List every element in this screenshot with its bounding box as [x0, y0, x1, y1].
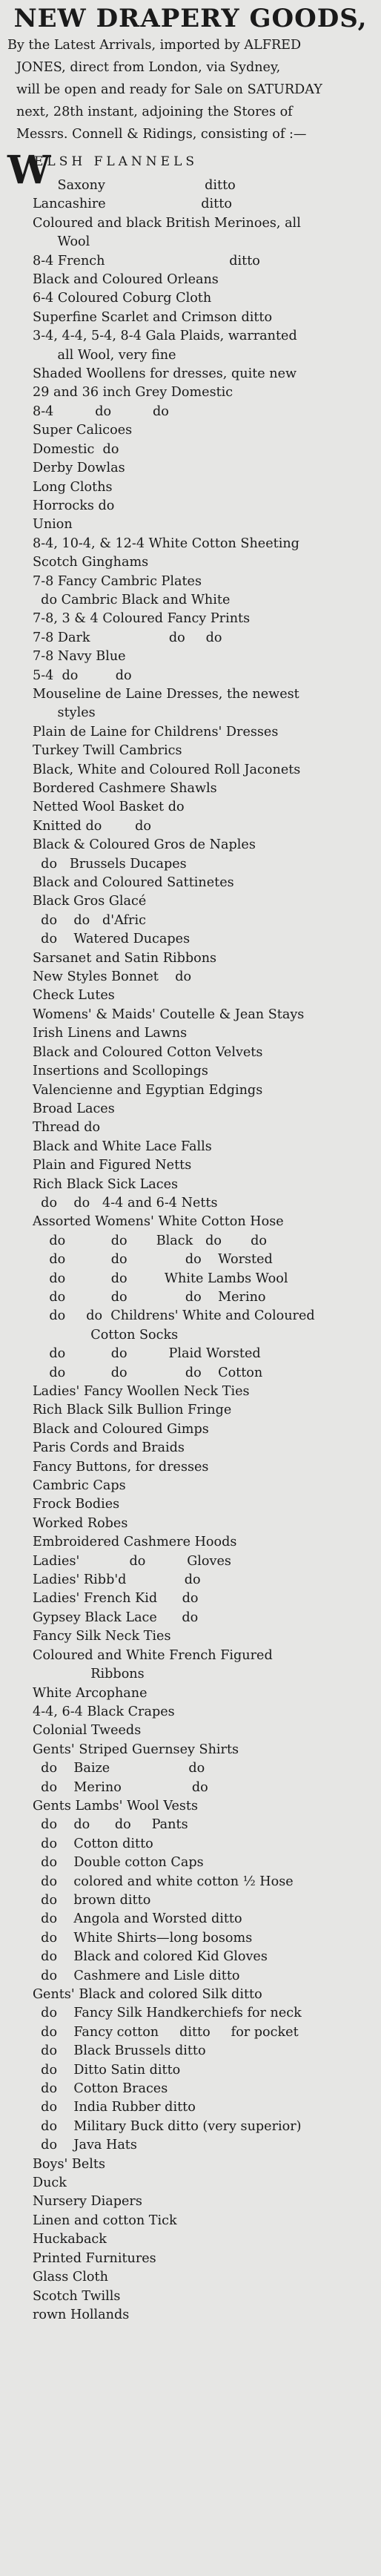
list-item: Boys' Belts — [33, 2156, 105, 2172]
intro-line: will be open and ready for Sale on SATURDAY — [16, 82, 322, 97]
list-item: styles — [33, 705, 96, 721]
list-item: do do do Merino — [33, 1289, 266, 1305]
list-item: Ladies' do Gloves — [33, 1553, 231, 1569]
list-item: Gents' Striped Guernsey Shirts — [33, 1742, 239, 1757]
list-item: Thread do — [33, 1120, 101, 1136]
list-item: Huckaback — [33, 2232, 107, 2247]
list-item: Gents Lambs' Wool Vests — [33, 1798, 198, 1814]
list-item: do do do Worsted — [33, 1252, 273, 1268]
list-item: Union — [33, 517, 73, 533]
list-item: do Cotton ditto — [33, 1836, 153, 1851]
list-item: do Black and colored Kid Gloves — [33, 1949, 268, 1965]
list-item: Printed Furnitures — [33, 2250, 156, 2266]
list-item: Irish Linens and Lawns — [33, 1026, 188, 1041]
list-item: Rich Black Sick Laces — [33, 1176, 179, 1192]
list-item: Black and Coloured Cotton Velvets — [33, 1044, 263, 1060]
list-item: do Military Buck ditto (very superior) — [33, 2118, 302, 2134]
list-item: 8-4, 10-4, & 12-4 White Cotton Sheeting — [33, 536, 299, 551]
list-item: Super Calicoes — [33, 423, 133, 438]
list-item: Wool — [33, 234, 90, 250]
list-item: Womens' & Maids' Coutelle & Jean Stays — [33, 1007, 305, 1022]
list-item: all Wool, very fine — [33, 347, 176, 363]
list-item: 7-8, 3 & 4 Coloured Fancy Prints — [33, 611, 251, 627]
list-item: Domestic do — [33, 441, 119, 457]
list-item: 8-4 French ditto — [33, 253, 260, 269]
intro-line: Messrs. Connell & Ridings, consisting of :— — [16, 127, 307, 142]
first-item-text: ELSH FLANNELS — [34, 154, 199, 169]
list-item: do colored and white cotton ½ Hose — [33, 1874, 294, 1889]
list-item: Worked Robes — [33, 1515, 128, 1531]
list-item: Netted Wool Basket do — [33, 800, 185, 815]
list-item: Fancy Buttons, for dresses — [33, 1459, 209, 1475]
intro-line: By the Latest Arrivals, imported by ALFRED — [7, 38, 302, 53]
list-item: do Double cotton Caps — [33, 1855, 204, 1871]
list-item: Long Cloths — [33, 479, 113, 495]
list-item: do Baize do — [33, 1761, 205, 1776]
list-item: Black and Coloured Sattinetes — [33, 875, 234, 891]
list-item: do India Rubber ditto — [33, 2100, 196, 2115]
list-item: do do White Lambs Wool — [33, 1271, 288, 1286]
item-list — [0, 177, 381, 2325]
list-item: New Styles Bonnet do — [33, 969, 192, 985]
list-item: do do do Cotton — [33, 1365, 263, 1380]
list-item: 8-4 do do — [33, 403, 169, 419]
list-item: Ladies' Fancy Woollen Neck Ties — [33, 1384, 250, 1399]
list-item: 3-4, 4-4, 5-4, 8-4 Gala Plaids, warranted — [33, 329, 297, 344]
list-item: Coloured and White French Figured — [33, 1647, 273, 1663]
list-item: do Watered Ducapes — [33, 932, 190, 947]
list-item: rown Hollands — [33, 2307, 130, 2322]
list-item: Black & Coloured Gros de Naples — [33, 837, 256, 853]
list-item: do Black Brussels ditto — [33, 2043, 206, 2059]
list-item: Bordered Cashmere Shawls — [33, 781, 217, 796]
list-item: 7-8 Navy Blue — [33, 649, 126, 665]
list-item: do Merino do — [33, 1779, 208, 1795]
list-item: Black and White Lace Falls — [33, 1139, 212, 1154]
list-item: Sarsanet and Satin Ribbons — [33, 950, 217, 966]
list-item: Cotton Socks — [33, 1327, 179, 1343]
list-item: Rich Black Silk Bullion Fringe — [33, 1403, 232, 1418]
list-item: Black Gros Glacé — [33, 894, 147, 909]
list-item: 7-8 Dark do do — [33, 630, 222, 645]
list-item: 29 and 36 inch Grey Domestic — [33, 385, 233, 401]
list-item: Broad Laces — [33, 1101, 115, 1116]
list-item: Colonial Tweeds — [33, 1723, 142, 1739]
list-item: do Fancy Silk Handkerchiefs for neck — [33, 2006, 302, 2021]
list-item: do White Shirts—long bosoms — [33, 1930, 253, 1946]
list-item: Glass Cloth — [33, 2270, 108, 2285]
list-item: Shaded Woollens for dresses, quite new — [33, 366, 297, 382]
list-item: 7-8 Fancy Cambric Plates — [33, 573, 202, 589]
list-item: do Cambric Black and White — [33, 592, 231, 607]
list-item: Superfine Scarlet and Crimson ditto — [33, 309, 273, 325]
list-item: Lancashire ditto — [33, 197, 232, 212]
list-item: Cambric Caps — [33, 1478, 126, 1494]
list-item: Knitted do do — [33, 818, 151, 834]
list-item: Scotch Ginghams — [33, 555, 149, 570]
list-item: Assorted Womens' White Cotton Hose — [33, 1214, 284, 1230]
list-item: do do 4-4 and 6-4 Netts — [33, 1195, 218, 1210]
list-item: do Brussels Ducapes — [33, 856, 187, 872]
intro-line: JONES, direct from London, via Sydney, — [16, 60, 281, 75]
list-item: Insertions and Scollopings — [33, 1064, 208, 1079]
ad-intro — [0, 34, 381, 145]
list-item: Paris Cords and Braids — [33, 1440, 185, 1456]
list-item: do Fancy cotton ditto for pocket — [33, 2024, 299, 2040]
list-item: Ribbons — [33, 1667, 145, 1682]
list-item: Nursery Diapers — [33, 2194, 142, 2210]
list-item: Derby Dowlas — [33, 461, 125, 476]
list-item: Gypsey Black Lace do — [33, 1610, 199, 1625]
list-item: 4-4, 6-4 Black Crapes — [33, 1704, 175, 1719]
list-item: do Cashmere and Lisle ditto — [33, 1968, 240, 1983]
list-item: Valencienne and Egyptian Edgings — [33, 1082, 263, 1098]
drop-cap: W — [7, 148, 51, 193]
list-item: Scotch Twills — [33, 2288, 121, 2304]
list-item: do Angola and Worsted ditto — [33, 1911, 242, 1927]
list-item: do do Black do do — [33, 1233, 267, 1248]
list-item: do do Plaid Worsted — [33, 1346, 261, 1362]
list-item: do Java Hats — [33, 2138, 137, 2153]
list-item: do brown ditto — [33, 1892, 151, 1908]
ad-heading: NEW DRAPERY GOODS, — [13, 4, 368, 33]
list-item: Fancy Silk Neck Ties — [33, 1629, 171, 1644]
list-item: Black and Coloured Gimps — [33, 1421, 209, 1437]
list-item: Gents' Black and colored Silk ditto — [33, 1987, 262, 2002]
list-item: Linen and cotton Tick — [33, 2213, 177, 2228]
list-item: Coloured and black British Merinoes, all — [33, 215, 301, 231]
list-item: Duck — [33, 2175, 67, 2191]
list-item: do Cotton Braces — [33, 2081, 168, 2097]
list-item: Plain de Laine for Childrens' Dresses — [33, 724, 279, 739]
list-item: Horrocks do — [33, 498, 115, 513]
list-item: White Arcophane — [33, 1685, 148, 1701]
list-item: do do do Pants — [33, 1817, 188, 1833]
list-item: Frock Bodies — [33, 1497, 120, 1512]
list-item: do Ditto Satin ditto — [33, 2062, 181, 2078]
list-item: Ladies' French Kid do — [33, 1591, 199, 1607]
list-item: Mouseline de Laine Dresses, the newest — [33, 686, 299, 702]
list-item: 5-4 do do — [33, 668, 132, 683]
list-item: Ladies' Ribb'd do — [33, 1572, 201, 1588]
list-item: Black, White and Coloured Roll Jaconets — [33, 762, 301, 777]
list-item: Plain and Figured Netts — [33, 1158, 192, 1173]
list-item: Saxony ditto — [33, 178, 236, 193]
list-item: do do d'Afric — [33, 912, 146, 928]
list-item: 6-4 Coloured Coburg Cloth — [33, 291, 212, 306]
intro-line: next, 28th instant, adjoining the Stores of — [16, 105, 293, 119]
list-item: do do Childrens' White and Coloured — [33, 1308, 315, 1324]
list-item: Check Lutes — [33, 988, 115, 1004]
list-item: Turkey Twill Cambrics — [33, 743, 182, 759]
list-item: Embroidered Cashmere Hoods — [33, 1535, 237, 1550]
list-item: Black and Coloured Orleans — [33, 272, 219, 288]
